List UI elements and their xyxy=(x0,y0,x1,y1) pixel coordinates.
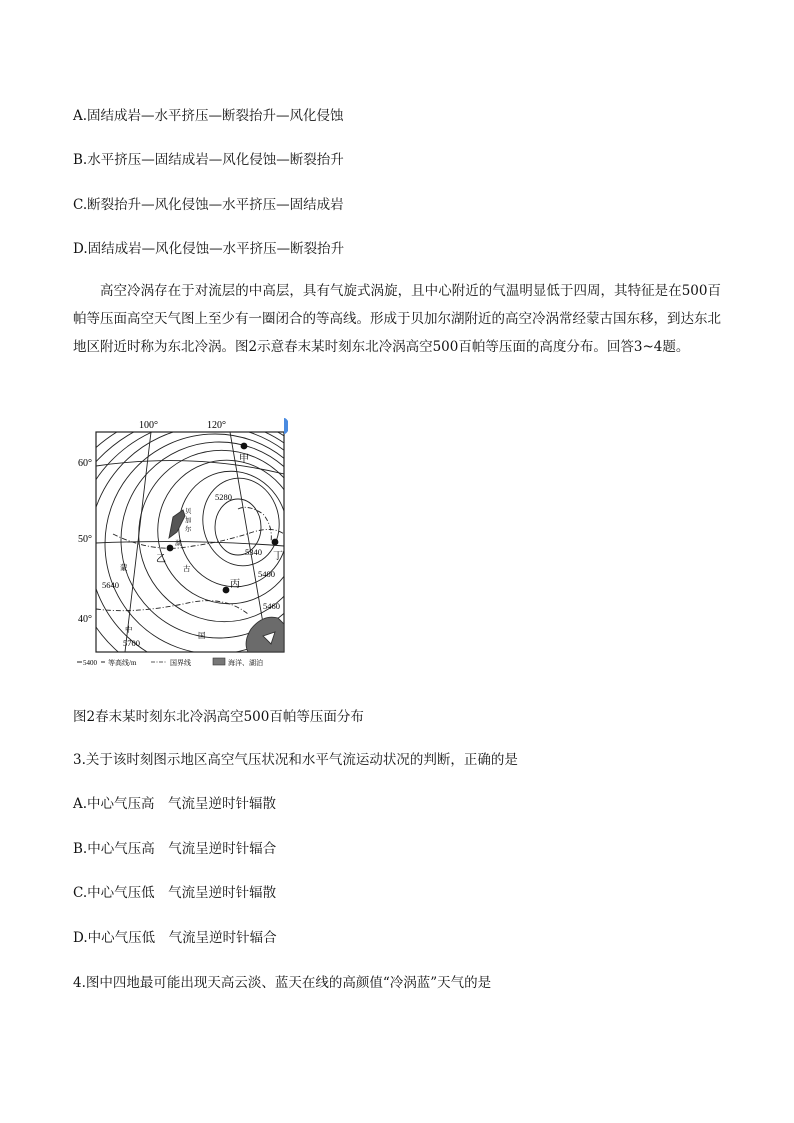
reading-passage: 高空冷涡存在于对流层的中高层，具有气旋式涡旋，且中心附近的气温明显低于四周，其特征是在500百帕等压面高空天气图上至少有一圈闭合的等高线。形成于贝加尔湖附近的高空冷涡常经蒙古国东移，到达东北地区附近时称为东北冷涡。图2示意春末某时刻东北冷涡高空500百帕等压面的高度分布。回答3~4题。 xyxy=(73,283,721,355)
lat-label-60: 60° xyxy=(78,458,92,469)
place-label: 国 xyxy=(198,631,206,640)
lat-label-40: 40° xyxy=(78,614,92,625)
point-yi-label: 乙 xyxy=(156,554,166,565)
cold-vortex-map xyxy=(73,414,288,670)
legend-water-text: 海洋、湖泊 xyxy=(228,659,263,667)
q2-option-b: B.水平挤压—固结成岩—风化侵蚀—断裂抬升 xyxy=(73,152,344,168)
lon-label-100: 100° xyxy=(139,420,158,431)
lat-label-50: 50° xyxy=(78,534,92,545)
q4-stem: 4.图中四地最可能出现天高云淡、蓝天在线的高颜值“冷涡蓝”天气的是 xyxy=(73,975,492,991)
point-bing-marker xyxy=(223,587,230,594)
legend-border-text: 国界线 xyxy=(170,659,191,667)
place-label: 中 xyxy=(125,625,133,634)
q2-option-d: D.固结成岩—风化侵蚀—水平挤压—断裂抬升 xyxy=(73,241,345,257)
contour-label: 5340 xyxy=(245,547,262,557)
place-label: 贝 xyxy=(185,508,192,515)
contour-label: 5400 xyxy=(258,569,275,579)
point-jia-label: 甲 xyxy=(239,454,249,465)
legend-contour-text: 等高线/m xyxy=(108,659,137,667)
q3-option-c: C.中心气压低 气流呈逆时针辐散 xyxy=(73,885,277,901)
point-ding-marker xyxy=(272,539,279,546)
q3-stem: 3.关于该时刻图示地区高空气压状况和水平气流运动状况的判断，正确的是 xyxy=(73,752,518,768)
figure-caption: 图2春末某时刻东北冷涡高空500百帕等压面分布 xyxy=(73,709,364,725)
point-bing-label: 丙 xyxy=(230,579,240,590)
contour-label: 5460 xyxy=(263,601,280,611)
point-yi-marker xyxy=(167,545,174,552)
q3-option-d: D.中心气压低 气流呈逆时针辐合 xyxy=(73,930,277,946)
map-legend xyxy=(77,658,263,667)
q3-option-a: A.中心气压高 气流呈逆时针辐散 xyxy=(73,796,277,812)
place-label: 古 xyxy=(183,564,191,573)
place-label: 湖 xyxy=(175,540,182,547)
contour-label: 5280 xyxy=(215,492,232,502)
q3-option-b: B.中心气压高 气流呈逆时针辐合 xyxy=(73,841,277,857)
place-label: 尔 xyxy=(185,526,192,533)
lon-label-120: 120° xyxy=(207,420,226,431)
legend-contour-value: 5400 xyxy=(83,659,97,667)
place-label: 加 xyxy=(185,517,192,524)
contour-label: 5640 xyxy=(102,580,119,590)
point-ding-label: 丁 xyxy=(273,551,283,562)
point-jia-marker xyxy=(241,443,248,450)
selection-handle-icon xyxy=(284,418,288,434)
place-label: 蒙 xyxy=(120,563,128,572)
contour-label: 5700 xyxy=(123,638,140,648)
q2-option-a: A.固结成岩—水平挤压—断裂抬升—风化侵蚀 xyxy=(73,108,344,124)
q2-option-c: C.断裂抬升—风化侵蚀—水平挤压—固结成岩 xyxy=(73,197,344,213)
